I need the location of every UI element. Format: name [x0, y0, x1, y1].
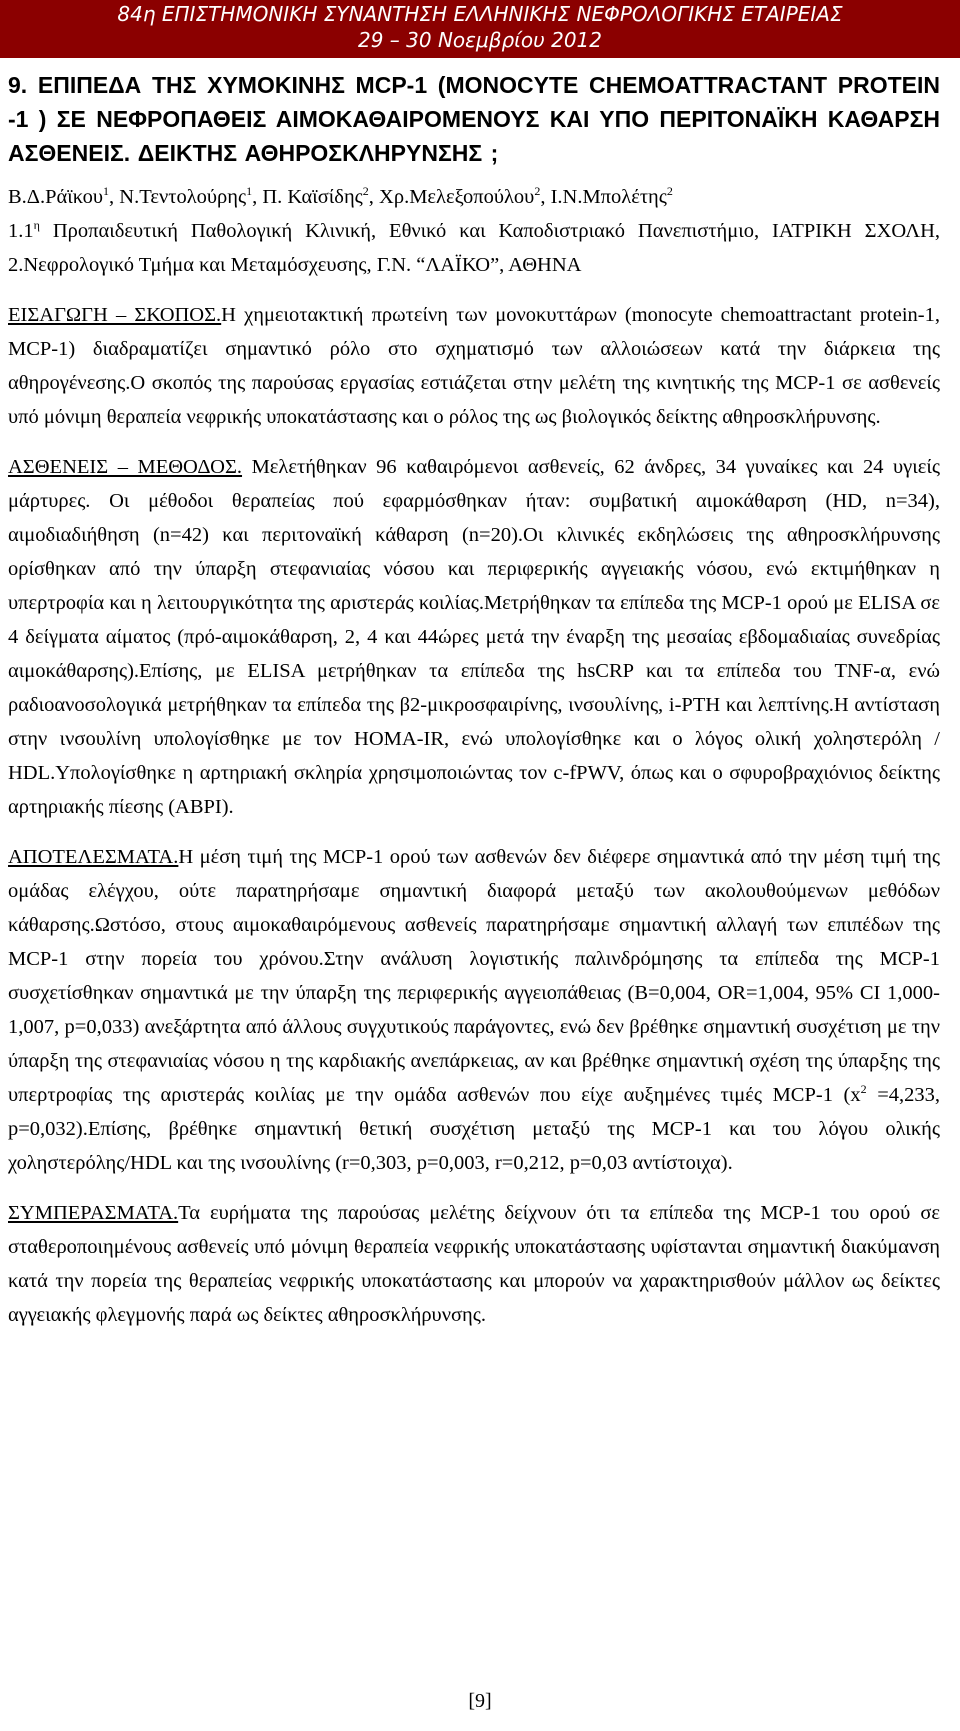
spacer — [8, 434, 940, 450]
abstract-body — [8, 68, 940, 1332]
author-3: , Π. Καϊσίδης — [252, 186, 363, 208]
conference-title: 84η ΕΠΙΣΤΗΜΟΝΙΚΗ ΣΥΝΑΝΤΗΣΗ ΕΛΛΗΝΙΚΗΣ ΝΕΦΡΟΛΟΓΙΚΗΣ ΕΤΑΙΡΕΙΑΣ — [117, 2, 843, 26]
affiliation-text: Προπαιδευτική Παθολογική Κλινική, Εθνικό και Καποδιστριακό Πανεπιστήμιο, ΙΑΤΡΙΚΗ ΣΧΟΛΗ, 2.Νεφρολογικό Τμήμα και Μεταμόσχευσης, Γ.Ν. “ΛΑΪΚΟ”, ΑΘΗΝΑ — [8, 220, 940, 276]
conclusions-text: Τα ευρήματα της παρούσας μελέτης δείχνουν ότι τα επίπεδα της MCP-1 του ορού σε σταθεροποιημένους ασθενείς υπό μόνιμη θεραπεία νεφρικής υποκατάστασης υφίστανται σημαντική διακύμανση κατά την πορεία της θεραπείας νεφρικής υποκατάστασης και μπορούν να χαρακτηρισθούν μάλλον ως δείκτες αγγειακής φλεγμονής παρά ως δείκτες αθηροσκλήρυνσης. — [8, 1202, 940, 1326]
author-5-affil: 2 — [666, 184, 673, 199]
abstract-title: 9. ΕΠΙΠΕΔΑ ΤΗΣ ΧΥΜΟΚΙΝΗΣ MCP-1 (MONOCYTE CHEMOATTRACTANT PROTEIN -1 ) ΣΕ ΝΕΦΡΟΠΑΘΕΙΣ ΑΙΜΟΚΑΘΑΙΡΟΜΕΝΟΥΣ ΚΑΙ ΥΠΟ ΠΕΡΙΤΟΝΑΪΚΗ ΚΑΘΑΡΣΗ ΑΣΘΕΝΕΙΣ. ΔΕΙΚΤΗΣ ΑΘΗΡΟΣΚΛΗΡΥΝΣΗΣ ; — [8, 72, 940, 166]
author-5: , Ι.Ν.Μπολέτης — [540, 186, 667, 208]
section-introduction — [8, 298, 940, 434]
conference-dates: 29 – 30 Νοεμβρίου 2012 — [358, 28, 602, 52]
author-4: , Χρ.Μελεξοπούλου — [368, 186, 535, 208]
section-results — [8, 840, 940, 1180]
author-3-affil: 2 — [362, 184, 369, 199]
section-methods — [8, 450, 940, 824]
author-4-affil: 2 — [534, 184, 541, 199]
results-text-2: =4,233, p=0,032).Επίσης, βρέθηκε σημαντική θετική συσχέτιση μεταξύ της MCP-1 και του λόγου ολικής χοληστερόλης/HDL και της ινσουλίνης (r=0,303, p=0,003, r=0,212, p=0,03 αντίστοιχα). — [8, 1084, 940, 1174]
chi-square-sup: 2 — [860, 1082, 867, 1097]
introduction-heading: ΕΙΣΑΓΩΓΗ – ΣΚΟΠΟΣ. — [8, 304, 222, 326]
spacer — [8, 1180, 940, 1196]
affiliation-prefix: 1.1 — [8, 220, 34, 242]
spacer — [8, 824, 940, 840]
methods-text: Μελετήθηκαν 96 καθαιρόμενοι ασθενείς, 62 άνδρες, 34 γυναίκες και 24 υγιείς μάρτυρες. Οι μέθοδοι θεραπείας πού εφαρμόσθηκαν ήταν: συμβατική αιμοκάθαρση (HD, n=34), αιμοδιαδιήθηση (n=42) και περιτοναϊκή κάθαρση (n=20).Οι κλινικές εκδηλώσεις της αθηροσκλήρυνσης ορίσθηκαν από την ύπαρξη στεφανιαίας νόσου και περιφερικής αγγειακής νόσου, ενώ εκτιμήθηκαν η υπερτροφία και η λειτουργικότητα της αριστεράς κοιλίας.Μετρήθηκαν τα επίπεδα της MCP-1 ορού με ELISA σε 4 δείγματα αίματος (πρό-αιμοκάθαρση, 2, 4 και 44ώρες μετά την έναρξη της μεσαίας εβδομαδιαίας συνεδρίας αιμοκάθαρσης).Επίσης, με ELISA μετρήθηκαν τα επίπεδα της hsCRP και τα επίπεδα του TNF-α, ενώ ραδιοανοσολογικά μετρήθηκαν τα επίπεδα της β2-μικροσφαιρίνης, ινσουλίνης, i-PTH και λεπτίνης.Η αντίσταση στην ινσουλίνη υπολογίσθηκε με τον HOMA-IR, ενώ υπολογίσθηκε και ο λόγος ολική χοληστερόλη / HDL.Υπολογίσθηκε η αρτηριακή σκληρία χρησιμοποιώντας τον c-fPWV, όπως και ο σφυροβραχιόνιος δείκτης αρτηριακής πίεσης (ABPI). — [8, 456, 941, 818]
conference-header — [0, 0, 960, 58]
affiliation-prefix-sup: η — [33, 218, 40, 233]
page-number: [9] — [468, 1690, 492, 1712]
author-2-affil: 1 — [246, 184, 253, 199]
author-1-affil: 1 — [103, 184, 110, 199]
section-conclusions — [8, 1196, 940, 1332]
author-list — [8, 180, 940, 214]
author-2: , Ν.Τεντολούρης — [109, 186, 247, 208]
affiliations — [8, 214, 940, 282]
results-text-1: Η μέση τιμή της MCP-1 ορού των ασθενών δεν διέφερε σημαντικά από την μέση τιμή της ομάδας ελέγχου, ούτε παρατηρήσαμε σημαντική διαφορά μεταξύ των ακολουθούμενων μεθόδων κάθαρσης.Ωστόσο, στους αιμοκαθαιρόμενους ασθενείς παρατηρήσαμε σημαντική αλλαγή των επιπέδων της MCP-1 στην πορεία του χρόνου.Στην ανάλυση λογιστικής παλινδρόμησης τα επίπεδα της MCP-1 συσχετίσθηκαν σημαντικά με την ύπαρξη της περιφερικής αγγειοπάθειας (B=0,004, OR=1,004, 95% CI 1,000-1,007, p=0,033) ανεξάρτητα από άλλους συγχυτικούς παράγοντες, ενώ δεν βρέθηκε σημαντική συσχέτιση με την ύπαρξη της στεφανιαίας νόσου η της καρδιακής ανεπάρκειας, αν και βρέθηκε σημαντική σχέση της ύπαρξης της υπερτροφίας της αριστεράς κοιλίας με την ομάδα ασθενών που είχε αυξημένες τιμές MCP-1 (x — [8, 846, 940, 1106]
spacer — [8, 282, 940, 298]
results-heading: ΑΠΟΤΕΛΕΣΜΑΤΑ. — [8, 846, 179, 868]
author-1: Β.Δ.Ράϊκου — [8, 186, 104, 208]
conclusions-heading: ΣΥΜΠΕΡΑΣΜΑΤΑ. — [8, 1202, 179, 1224]
introduction-text: Η χημειοτακτική πρωτείνη των μονοκυττάρων (monocyte chemoattractant protein-1, MCP-1) διαδραματίζει σημαντικό ρόλο στο σχηματισμό των αλλοιώσεων κατά την διάρκεια της αθηρογένεσης.Ο σκοπός της παρούσας εργασίας εστιάζεται στην μελέτη της κινητικής της MCP-1 σε ασθενείς υπό μόνιμη θεραπεία νεφρικής υποκατάστασης και ο ρόλος της ως βιολογικός δείκτης αθηροσκλήρυνσης. — [8, 304, 940, 428]
methods-heading: ΑΣΘΕΝΕΙΣ – ΜΕΘΟΔΟΣ. — [8, 456, 243, 478]
